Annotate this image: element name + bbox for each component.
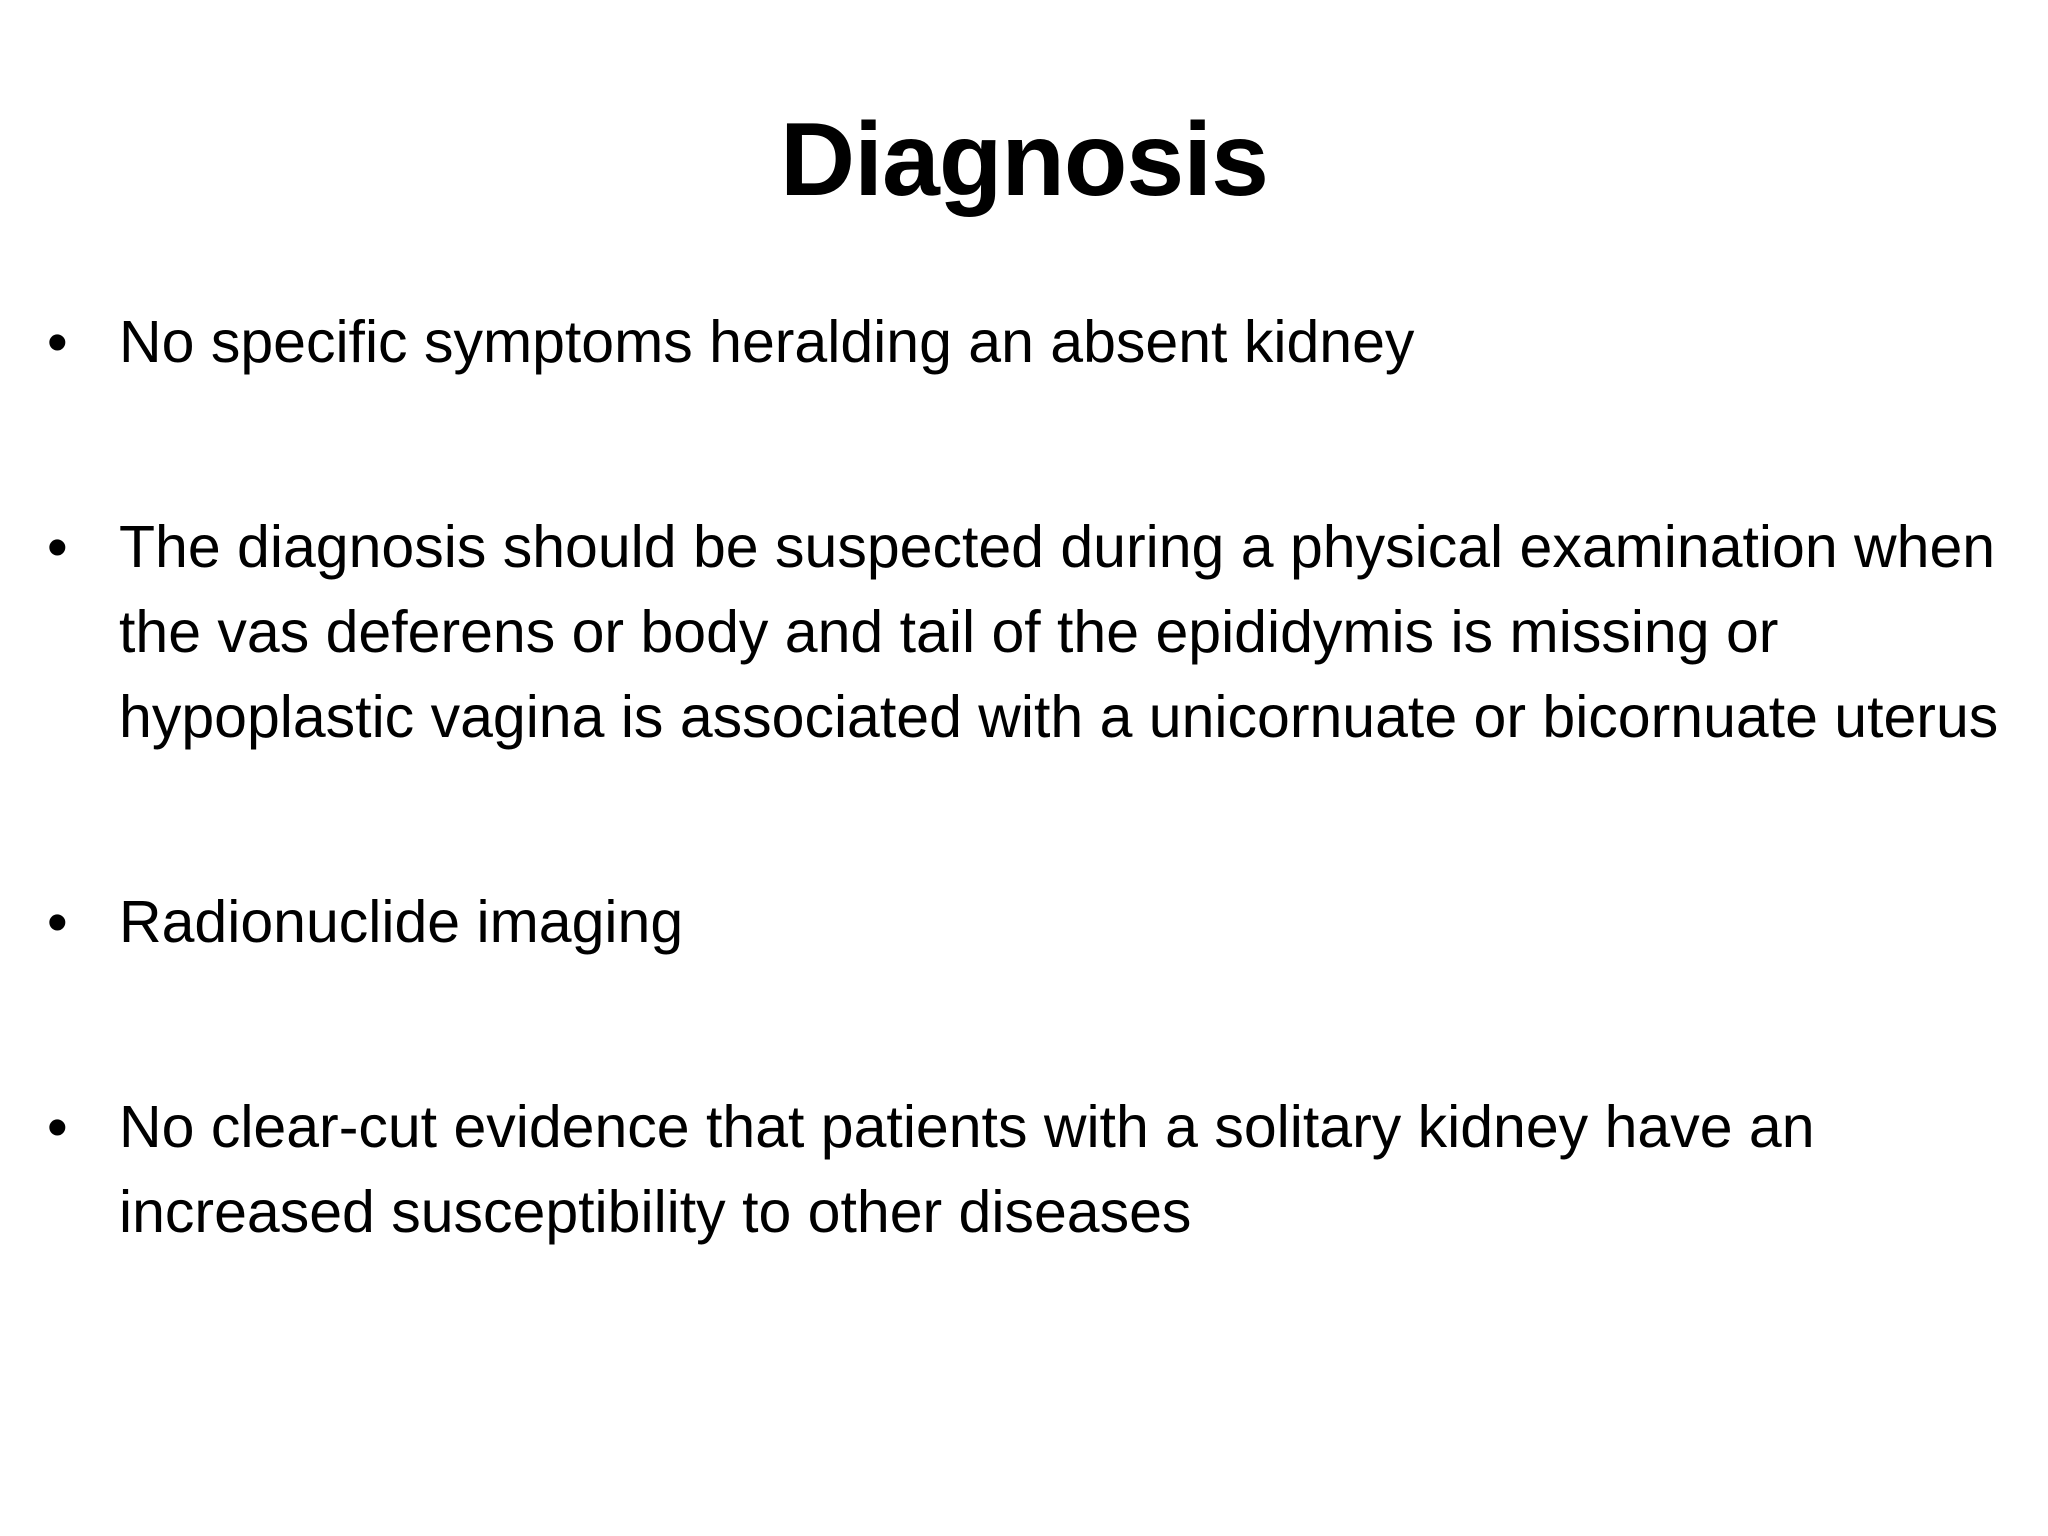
bullet-dot-icon: • [47,514,68,580]
bullet-item [45,505,2015,760]
bullet-item [45,300,2015,385]
bullet-list [45,300,2015,1255]
bullet-dot-icon: • [47,889,68,955]
bullet-dot-icon: • [47,1094,68,1160]
bullet-text: No specific symptoms heralding an absent kidney [119,309,1415,375]
bullet-item [45,1085,2015,1255]
slide-title: Diagnosis [780,102,1268,218]
bullet-text: The diagnosis should be suspected during a physical examination when the vas deferens or body and tail of the epididymis is missing or hypoplastic vagina is associated with a unicornuate or bicornuate uterus [119,514,1999,750]
bullet-dot-icon: • [47,309,68,375]
bullet-item [45,880,2015,965]
bullet-text: Radionuclide imaging [119,889,684,955]
bullet-text: No clear-cut evidence that patients with a solitary kidney have an increased susceptibility to other diseases [119,1094,1815,1245]
